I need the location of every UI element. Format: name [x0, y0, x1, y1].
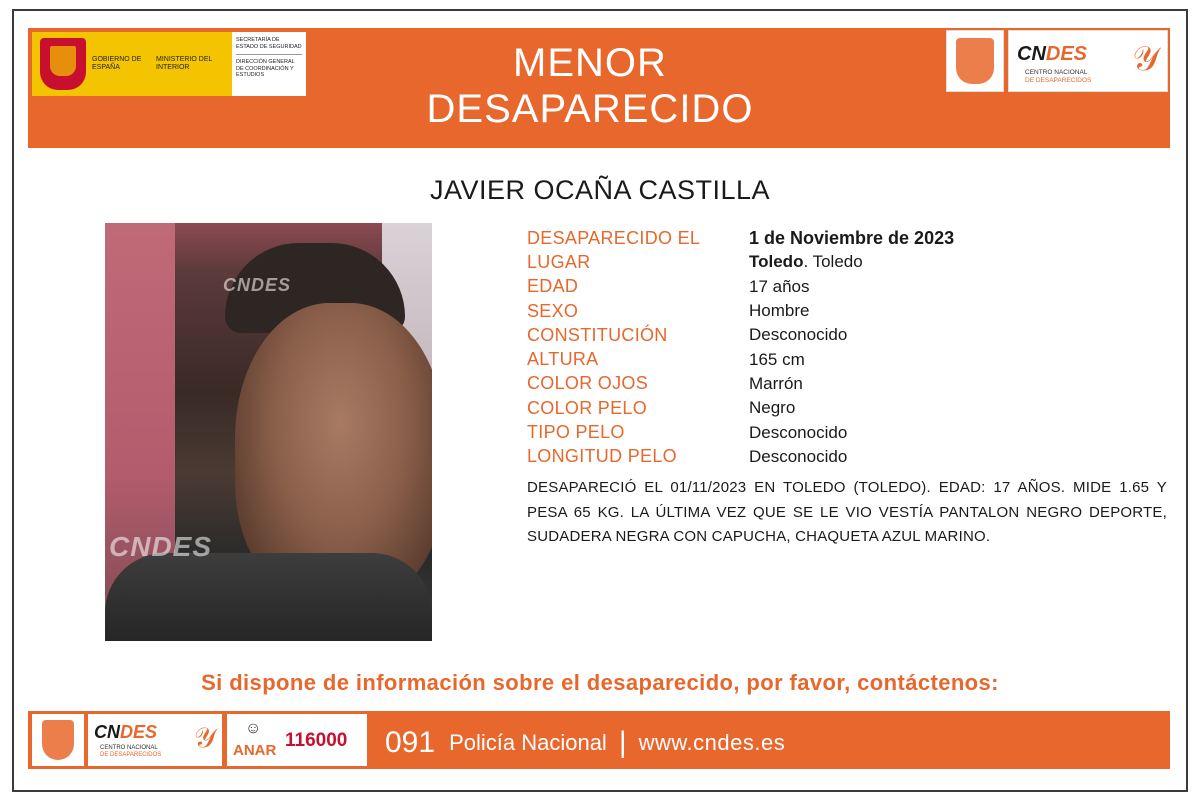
- detail-value: Marrón: [749, 373, 803, 393]
- detail-row: [527, 445, 954, 469]
- detail-row: [527, 250, 954, 274]
- cndes-subtitle: CENTRO NACIONAL DE DESAPARECIDOS: [100, 745, 162, 758]
- ministry-label: MINISTERIO DEL INTERIOR: [156, 56, 213, 71]
- coat-of-arms-icon: [956, 38, 994, 84]
- detail-value: 1 de Noviembre de 2023: [749, 227, 955, 248]
- detail-value: Desconocido: [749, 325, 848, 345]
- cndes-brand: [1008, 30, 1168, 92]
- photo-watermark: CNDES: [223, 275, 292, 295]
- detail-row: [527, 396, 954, 420]
- seal-box: [946, 30, 1004, 92]
- detail-value: 17 años: [749, 276, 810, 296]
- secretaria-label: SECRETARÍA DE ESTADO DE SEGURIDAD: [236, 37, 302, 50]
- gov-label: GOBIERNO DE ESPAÑA: [92, 56, 142, 71]
- detail-label: COLOR OJOS: [527, 373, 649, 394]
- detail-label: SEXO: [527, 300, 579, 321]
- coat-of-arms-icon: [42, 720, 74, 760]
- police-phone: 091: [385, 726, 436, 759]
- detail-value: Hombre: [749, 301, 810, 321]
- detail-value: Toledo. Toledo: [749, 252, 863, 272]
- detail-row: [527, 275, 954, 299]
- detail-label: COLOR PELO: [527, 397, 648, 418]
- missing-description: DESAPARECIÓ EL 01/11/2023 EN TOLEDO (TOLEDO). EDAD: 17 AÑOS. MIDE 1.65 Y PESA 65 KG. LA ÚLTIMA VEZ QUE SE LE VIO VESTÍA PANTALON NEGRO DEPORTE, SUDADERA NEGRA CON CAPUCHA, CHAQUETA AZUL MARINO.: [527, 479, 1167, 545]
- contact-prompt: Si dispone de información sobre el desaparecido, por favor, contáctenos:: [201, 670, 999, 695]
- detail-label: EDAD: [527, 276, 579, 297]
- detail-row: [527, 347, 954, 371]
- cndes-wordmark: CNDES: [94, 722, 158, 742]
- spain-coat-of-arms-icon: [40, 38, 86, 90]
- missing-person-name: JAVIER OCAÑA CASTILLA: [429, 175, 771, 205]
- detail-row: [527, 372, 954, 396]
- direccion-label: DIRECCIÓN GENERAL DE COORDINACIÓN Y ESTUDIOS: [236, 59, 295, 78]
- website-link[interactable]: www.cndes.es: [638, 730, 786, 755]
- missing-person-photo: [105, 223, 432, 641]
- anar-face-icon: ☺: [245, 720, 262, 737]
- footer-seal: [32, 714, 84, 766]
- detail-row: [527, 299, 954, 323]
- government-logo-subtext: [232, 32, 306, 96]
- footer-separator: |: [618, 726, 627, 759]
- cndes-wordmark: CNDES: [1017, 43, 1088, 65]
- anar-logo: [227, 714, 367, 766]
- cndes-logo: [946, 30, 1168, 92]
- detail-label: ALTURA: [527, 349, 599, 370]
- photo-watermark-large: CNDES: [109, 531, 213, 562]
- footer-contact: [385, 721, 785, 765]
- detail-row: [527, 420, 954, 444]
- detail-row: [527, 323, 954, 347]
- anar-phone: 116000: [285, 730, 348, 751]
- detail-value: 165 cm: [749, 349, 805, 369]
- cndes-figures-icon: 𝒴: [1132, 40, 1159, 78]
- detail-value: Negro: [749, 398, 796, 418]
- anar-label: ANAR: [233, 742, 277, 759]
- detail-row: [527, 226, 954, 250]
- cndes-figures-icon: 𝒴: [194, 722, 216, 753]
- detail-value: Desconocido: [749, 446, 848, 466]
- detail-label: CONSTITUCIÓN: [527, 324, 668, 345]
- details-list: [527, 226, 954, 469]
- footer-cndes-logo: [88, 714, 222, 766]
- cndes-subtitle: CENTRO NACIONAL DE DESAPARECIDOS: [1025, 69, 1092, 84]
- title-line-2: DESAPARECIDO: [426, 87, 754, 131]
- detail-label: LONGITUD PELO: [527, 446, 677, 467]
- detail-label: TIPO PELO: [527, 422, 625, 443]
- detail-label: LUGAR: [527, 251, 591, 272]
- title-line-1: MENOR: [513, 41, 667, 85]
- police-label: Policía Nacional: [449, 730, 607, 755]
- poster-title: [380, 40, 800, 132]
- detail-label: DESAPARECIDO EL: [527, 227, 701, 248]
- detail-value: Desconocido: [749, 422, 848, 442]
